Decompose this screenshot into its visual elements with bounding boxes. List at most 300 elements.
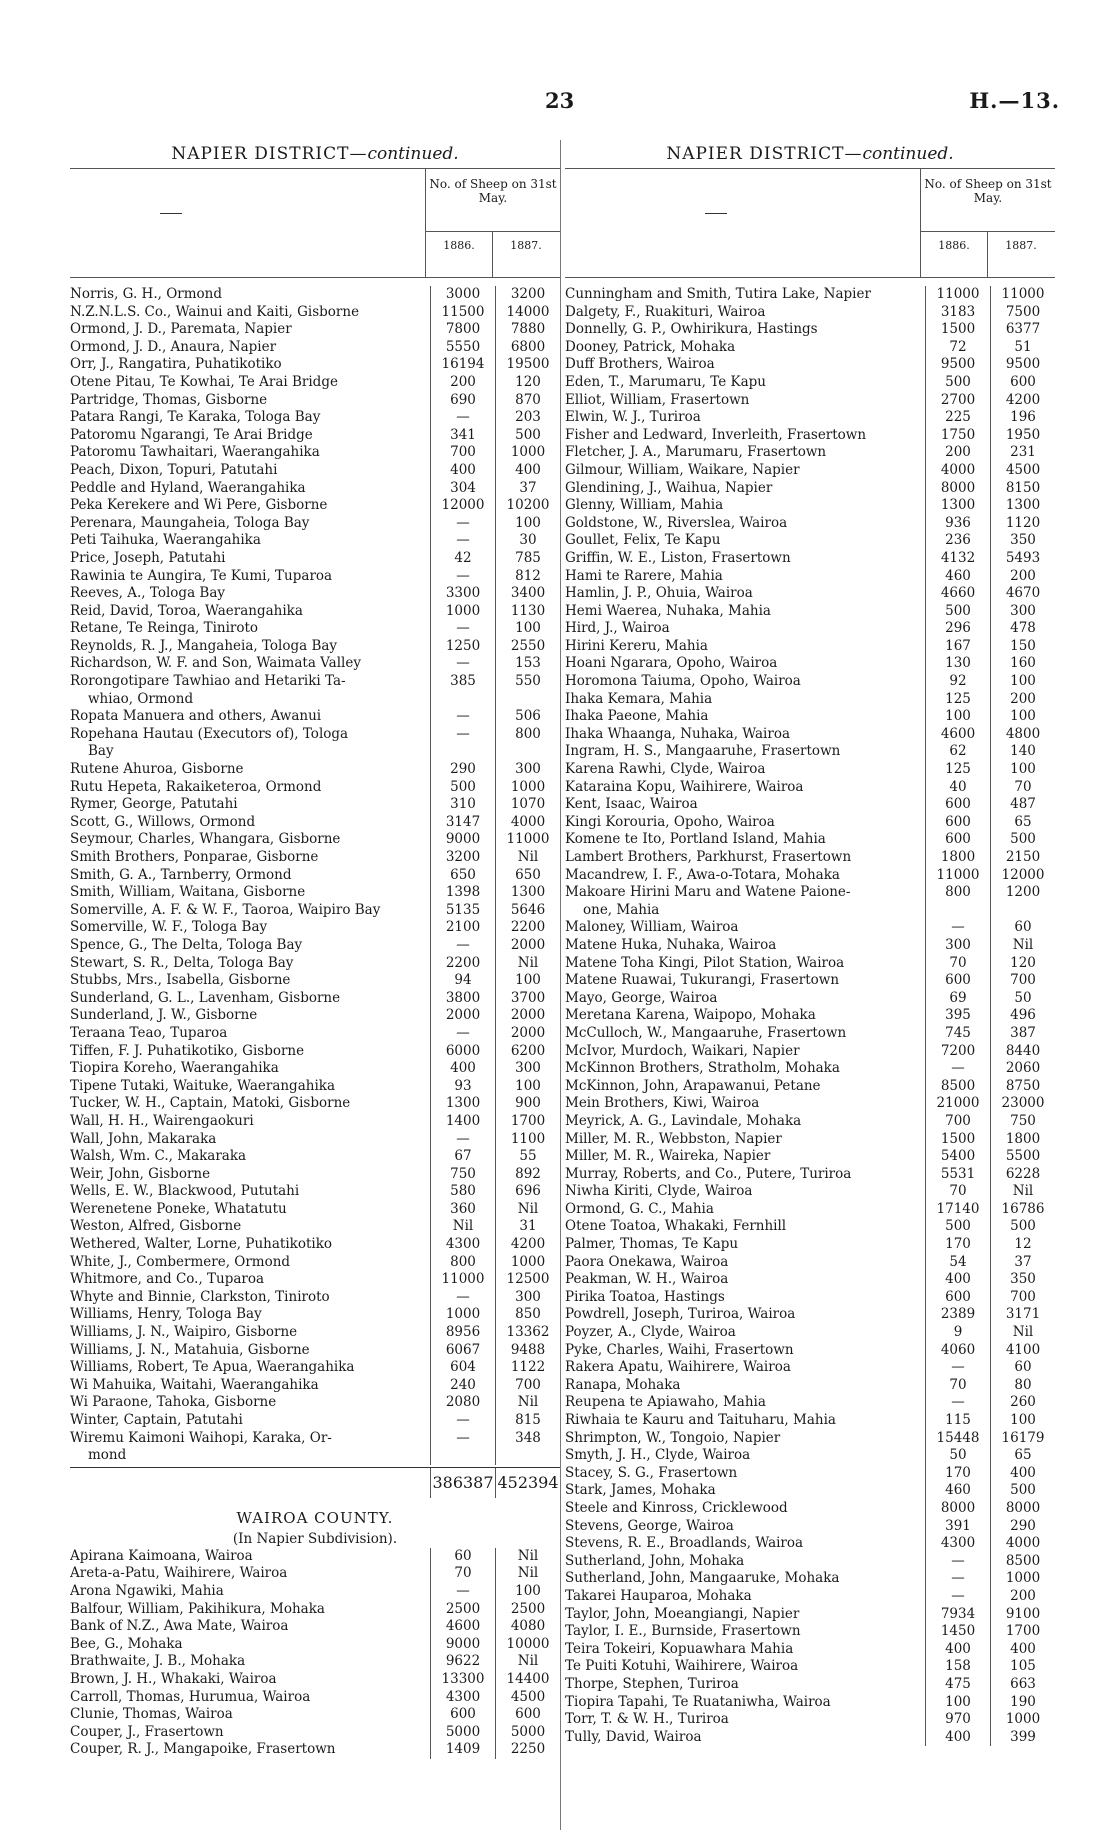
table-row xyxy=(565,444,1055,462)
owner-name: Elwin, W. J., Turiroa xyxy=(565,409,701,426)
sheep-count-1886: 600 xyxy=(925,831,990,849)
sheep-count-1886: 2200 xyxy=(430,955,495,973)
sheep-count-1886: 12000 xyxy=(430,497,495,515)
sheep-count-1886: 460 xyxy=(925,1482,990,1500)
sheep-count-1887: 1122 xyxy=(495,1359,560,1377)
table-row xyxy=(565,1570,1055,1588)
sheep-count-1887: 1000 xyxy=(495,444,560,462)
table-row xyxy=(70,1148,560,1166)
sheep-count-1887: 400 xyxy=(495,462,560,480)
sheep-count-1887: 50 xyxy=(990,990,1055,1008)
owner-name: Karena Rawhi, Clyde, Wairoa xyxy=(565,761,766,778)
sheep-count-1887: 1100 xyxy=(495,1131,560,1149)
sheep-count-1887: 8500 xyxy=(990,1553,1055,1571)
table-row xyxy=(565,1025,1055,1043)
sheep-count-1886: 11500 xyxy=(430,304,495,322)
table-row xyxy=(70,304,560,322)
sheep-count-1887: 696 xyxy=(495,1183,560,1201)
owner-name: Ormond, J. D., Paremata, Napier xyxy=(70,321,292,338)
table-row xyxy=(70,286,560,304)
sheep-count-1887: 6200 xyxy=(495,1043,560,1061)
table-row xyxy=(70,356,560,374)
sheep-count-1886: 11000 xyxy=(925,867,990,885)
sheep-count-1887: 12500 xyxy=(495,1271,560,1289)
owner-name: Stacey, S. G., Frasertown xyxy=(565,1464,738,1481)
owner-name: one, Mahia xyxy=(583,901,660,918)
sheep-count-1887: 200 xyxy=(990,568,1055,586)
table-row xyxy=(565,427,1055,445)
sheep-count-1887: 23000 xyxy=(990,1095,1055,1113)
owner-name: Peach, Dixon, Topuri, Patutahi xyxy=(70,461,278,478)
sheep-count-1886: 100 xyxy=(925,708,990,726)
sheep-count-1886: 7934 xyxy=(925,1606,990,1624)
sheep-count-1887: 6228 xyxy=(990,1166,1055,1184)
section-title-continued: continued. xyxy=(367,144,459,164)
total-1886: 386387 xyxy=(430,1468,495,1498)
table-row xyxy=(565,356,1055,374)
owner-name: Wall, H. H., Wairengaokuri xyxy=(70,1112,254,1129)
table-row xyxy=(565,1641,1055,1659)
table-row xyxy=(70,1324,560,1342)
table-row xyxy=(565,339,1055,357)
owner-name: Smith, William, Waitana, Gisborne xyxy=(70,884,306,901)
table-row-continuation xyxy=(70,743,560,761)
sheep-count-1887: 350 xyxy=(990,532,1055,550)
owner-name: Dooney, Patrick, Mohaka xyxy=(565,338,736,355)
sheep-count-1887: 100 xyxy=(495,1583,560,1601)
owner-name: Wethered, Walter, Lorne, Puhatikotiko xyxy=(70,1236,333,1253)
sheep-count-1887: 55 xyxy=(495,1148,560,1166)
owner-name: Clunie, Thomas, Wairoa xyxy=(70,1706,233,1723)
sheep-count-1887: 1300 xyxy=(495,884,560,902)
table-row xyxy=(70,1236,560,1254)
owner-name: Tiopira Koreho, Waerangahika xyxy=(70,1060,279,1077)
table-row xyxy=(70,620,560,638)
sheep-count-1887: 100 xyxy=(495,515,560,533)
sheep-count-1886: 21000 xyxy=(925,1095,990,1113)
table-row xyxy=(565,1535,1055,1553)
owner-name: Glenny, William, Mahia xyxy=(565,497,724,514)
sheep-count-1886: 4300 xyxy=(925,1535,990,1553)
sheep-count-1887: 80 xyxy=(990,1377,1055,1395)
owner-name: Couper, R. J., Mangapoike, Frasertown xyxy=(70,1741,336,1758)
table-row xyxy=(565,1254,1055,1272)
owner-name: Retane, Te Reinga, Tiniroto xyxy=(70,620,259,637)
owner-name: Reynolds, R. J., Mangaheia, Tologa Bay xyxy=(70,637,338,654)
sheep-count-1886: 2389 xyxy=(925,1306,990,1324)
owner-name: Reupena te Apiawaho, Mahia xyxy=(565,1394,766,1411)
sheep-count-1886: 100 xyxy=(925,1694,990,1712)
table-row xyxy=(70,796,560,814)
owner-name: Miller, M. R., Waireka, Napier xyxy=(565,1148,771,1165)
sheep-count-1887: 31 xyxy=(495,1218,560,1236)
owner-name: Rawinia te Aungira, Te Kumi, Tuparoa xyxy=(70,567,333,584)
sheep-count-1886: 1450 xyxy=(925,1623,990,1641)
sheep-count-1886: 62 xyxy=(925,743,990,761)
owner-name: Glendining, J., Waihua, Napier xyxy=(565,479,773,496)
sheep-count-1887: 496 xyxy=(990,1007,1055,1025)
owner-name: Brathwaite, J. B., Mohaka xyxy=(70,1653,246,1670)
sheep-count-1886: — xyxy=(430,1131,495,1149)
table-row xyxy=(565,761,1055,779)
sheep-count-1886: — xyxy=(925,1553,990,1571)
sheep-count-1886: 745 xyxy=(925,1025,990,1043)
sheep-count-1886: 92 xyxy=(925,673,990,691)
sheep-count-1886: 200 xyxy=(430,374,495,392)
table-row xyxy=(565,708,1055,726)
owner-name: Peka Kerekere and Wi Pere, Gisborne xyxy=(70,497,328,514)
owner-name: Balfour, William, Pakihikura, Mohaka xyxy=(70,1600,325,1617)
owner-name: Ropehana Hautau (Executors of), Tologa xyxy=(70,725,349,742)
owner-name: Price, Joseph, Patutahi xyxy=(70,549,226,566)
table-row xyxy=(565,1183,1055,1201)
owner-name: Goullet, Felix, Te Kapu xyxy=(565,532,721,549)
sheep-count-1887: 500 xyxy=(990,1482,1055,1500)
table-row xyxy=(565,480,1055,498)
sheep-owner-list xyxy=(70,286,560,1465)
sheep-count-1886: — xyxy=(925,1570,990,1588)
sheep-count-1886: 4060 xyxy=(925,1342,990,1360)
owner-name: Makoare Hirini Maru and Watene Paione- xyxy=(565,884,851,901)
owner-name: Wi Mahuika, Waitahi, Waerangahika xyxy=(70,1376,319,1393)
owner-name: Weir, John, Gisborne xyxy=(70,1165,211,1182)
owner-name: Seymour, Charles, Whangara, Gisborne xyxy=(70,831,341,848)
owner-name: McKinnon Brothers, Stratholm, Mohaka xyxy=(565,1060,840,1077)
sheep-count-1887: 9500 xyxy=(990,356,1055,374)
sheep-count-1886: 236 xyxy=(925,532,990,550)
owner-name: Te Puiti Kotuhi, Waihirere, Wairoa xyxy=(565,1658,799,1675)
sheep-count-1887: Nil xyxy=(495,1201,560,1219)
sheep-count-1886: — xyxy=(430,1412,495,1430)
table-row xyxy=(565,1482,1055,1500)
sheep-count-1886: 300 xyxy=(925,937,990,955)
owner-name: Hirini Kereru, Mahia xyxy=(565,637,708,654)
table-row xyxy=(70,955,560,973)
table-row xyxy=(565,1623,1055,1641)
sheep-count-1886: 130 xyxy=(925,655,990,673)
owner-name: Williams, Robert, Te Apua, Waerangahika xyxy=(70,1359,355,1376)
sheep-count-1887: 60 xyxy=(990,1359,1055,1377)
owner-name: Fisher and Ledward, Inverleith, Frasertown xyxy=(565,426,867,443)
owner-name: Couper, J., Frasertown xyxy=(70,1723,224,1740)
sheep-count-1887: 12000 xyxy=(990,867,1055,885)
owner-name: Peddle and Hyland, Waerangahika xyxy=(70,479,306,496)
sheep-count-1887: 9100 xyxy=(990,1606,1055,1624)
sheep-count-1886: 125 xyxy=(925,761,990,779)
owner-name: Williams, J. N., Matahuia, Gisborne xyxy=(70,1341,310,1358)
owner-name: Stewart, S. R., Delta, Tologa Bay xyxy=(70,954,294,971)
sheep-count-1886: 8500 xyxy=(925,1078,990,1096)
owner-name: Somerville, W. F., Tologa Bay xyxy=(70,919,268,936)
owner-name: Kent, Isaac, Wairoa xyxy=(565,796,698,813)
sheep-count-1887: 1200 xyxy=(990,884,1055,902)
table-row xyxy=(70,1359,560,1377)
owner-name: Taylor, I. E., Burnside, Frasertown xyxy=(565,1623,801,1640)
table-row xyxy=(70,1412,560,1430)
sheep-count-1887: 2200 xyxy=(495,919,560,937)
table-row xyxy=(70,1394,560,1412)
owner-name: Patoromu Ngarangi, Te Arai Bridge xyxy=(70,426,313,443)
sheep-count-1887: 785 xyxy=(495,550,560,568)
table-row xyxy=(70,673,560,691)
table-row xyxy=(70,867,560,885)
sheep-count-1887 xyxy=(495,691,560,709)
sheep-count-1887: 700 xyxy=(990,1289,1055,1307)
sheep-count-1886: — xyxy=(430,708,495,726)
sheep-count-1886: 310 xyxy=(430,796,495,814)
table-row xyxy=(565,849,1055,867)
owner-name: Bank of N.Z., Awa Mate, Wairoa xyxy=(70,1618,289,1635)
table-row xyxy=(565,726,1055,744)
table-row xyxy=(565,1342,1055,1360)
owner-name: Palmer, Thomas, Te Kapu xyxy=(565,1236,739,1253)
sheep-count-1887: 160 xyxy=(990,655,1055,673)
table-row xyxy=(565,1606,1055,1624)
sheep-count-1886: — xyxy=(430,532,495,550)
sheep-count-1887: 203 xyxy=(495,409,560,427)
sheep-count-1887: 2550 xyxy=(495,638,560,656)
sheep-count-1886: — xyxy=(430,937,495,955)
table-row xyxy=(70,655,560,673)
table-row xyxy=(70,585,560,603)
table-header xyxy=(565,168,1055,278)
table-row xyxy=(565,1465,1055,1483)
owner-name: Goldstone, W., Riverslea, Wairoa xyxy=(565,514,788,531)
sheep-count-1887: 2150 xyxy=(990,849,1055,867)
owner-name: Carroll, Thomas, Hurumua, Wairoa xyxy=(70,1688,311,1705)
sheep-count-1886: 700 xyxy=(925,1113,990,1131)
sheep-count-1887: 300 xyxy=(990,603,1055,621)
table-row xyxy=(70,550,560,568)
sheep-count-1887: 10000 xyxy=(495,1636,560,1654)
sheep-count-1887: 14400 xyxy=(495,1671,560,1689)
owner-name: Rakera Apatu, Waihirere, Wairoa xyxy=(565,1359,791,1376)
sheep-count-1886: 690 xyxy=(430,392,495,410)
table-row xyxy=(565,1412,1055,1430)
sheep-count-1887: 196 xyxy=(990,409,1055,427)
owner-name: Dalgety, F., Ruakituri, Wairoa xyxy=(565,303,766,320)
sheep-count-1887: 5493 xyxy=(990,550,1055,568)
owner-name: Patoromu Tawhaitari, Waerangahika xyxy=(70,444,320,461)
sheep-count-1886: 400 xyxy=(430,462,495,480)
sheep-count-1886: — xyxy=(925,919,990,937)
sheep-count-1886: 1000 xyxy=(430,1306,495,1324)
owner-name: White, J., Combermere, Ormond xyxy=(70,1253,291,1270)
owner-name: Reeves, A., Tologa Bay xyxy=(70,585,225,602)
sheep-count-1887: 200 xyxy=(990,1588,1055,1606)
owner-name: Meretana Karena, Waipopo, Mohaka xyxy=(565,1007,816,1024)
sheep-count-1887 xyxy=(495,1447,560,1465)
table-row xyxy=(565,796,1055,814)
sheep-count-1887: 100 xyxy=(990,1412,1055,1430)
table-row xyxy=(565,867,1055,885)
table-row xyxy=(565,1113,1055,1131)
table-row xyxy=(70,1724,560,1742)
owner-name: Hami te Rarere, Mahia xyxy=(565,567,723,584)
table-row xyxy=(70,339,560,357)
owner-name: Norris, G. H., Ormond xyxy=(70,286,222,302)
owner-name: N.Z.N.L.S. Co., Wainui and Kaiti, Gisborne xyxy=(70,303,360,320)
table-row xyxy=(565,532,1055,550)
table-row xyxy=(70,1254,560,1272)
owner-name: Scott, G., Willows, Ormond xyxy=(70,813,256,830)
sheep-count-1886: — xyxy=(430,1430,495,1448)
table-row xyxy=(565,1377,1055,1395)
sheep-count-1886: 400 xyxy=(925,1271,990,1289)
sheep-count-1887: 815 xyxy=(495,1412,560,1430)
owner-name: Reid, David, Toroa, Waerangahika xyxy=(70,602,303,619)
owner-name: Powdrell, Joseph, Turiroa, Wairoa xyxy=(565,1306,796,1323)
sheep-count-1886 xyxy=(430,743,495,761)
sheep-count-1887: 100 xyxy=(990,673,1055,691)
owner-name: Ihaka Kemara, Mahia xyxy=(565,690,713,707)
section-title-main: NAPIER DISTRICT— xyxy=(171,144,368,164)
owner-name: Hird, J., Wairoa xyxy=(565,620,670,637)
sheep-count-1887: 3200 xyxy=(495,286,560,304)
table-row xyxy=(565,1201,1055,1219)
wairoa-owner-list xyxy=(70,1548,560,1759)
sheep-count-1886: 391 xyxy=(925,1518,990,1536)
owner-name: Ingram, H. S., Mangaaruhe, Frasertown xyxy=(565,743,841,760)
sheep-count-1886: — xyxy=(925,1060,990,1078)
sheep-count-1886: 500 xyxy=(430,779,495,797)
sheep-count-1887 xyxy=(990,902,1055,920)
sheep-count-1886: 500 xyxy=(925,1218,990,1236)
section-title xyxy=(70,140,560,168)
sheep-count-1886: 500 xyxy=(925,374,990,392)
table-row xyxy=(565,1500,1055,1518)
sheep-count-1887: 65 xyxy=(990,1447,1055,1465)
header-dash xyxy=(705,213,727,214)
owner-name: Sunderland, J. W., Gisborne xyxy=(70,1007,258,1024)
table-row xyxy=(70,321,560,339)
table-row xyxy=(565,321,1055,339)
table-row xyxy=(70,1706,560,1724)
table-row xyxy=(70,444,560,462)
sheep-count-1886: 5000 xyxy=(430,1724,495,1742)
sheep-count-1887: 1800 xyxy=(990,1131,1055,1149)
owner-name: Stevens, George, Wairoa xyxy=(565,1517,734,1534)
sheep-count-1887: 37 xyxy=(495,480,560,498)
table-row xyxy=(565,1043,1055,1061)
table-row xyxy=(70,990,560,1008)
sheep-count-1887: 8000 xyxy=(990,1500,1055,1518)
owner-name: McKinnon, John, Arapawanui, Petane xyxy=(565,1077,821,1094)
sheep-count-1887: 1000 xyxy=(495,1254,560,1272)
sheep-count-1886: 385 xyxy=(430,673,495,691)
sheep-count-1887: 3400 xyxy=(495,585,560,603)
sheep-count-1887: 400 xyxy=(990,1641,1055,1659)
sheep-count-1886: — xyxy=(925,1394,990,1412)
table-row xyxy=(565,620,1055,638)
table-row xyxy=(565,1394,1055,1412)
table-row-continuation xyxy=(70,691,560,709)
table-row xyxy=(70,849,560,867)
table-row xyxy=(565,1676,1055,1694)
sheep-count-1887: 900 xyxy=(495,1095,560,1113)
owner-name: Rymer, George, Patutahi xyxy=(70,796,238,813)
owner-name: Hemi Waerea, Nuhaka, Mahia xyxy=(565,602,771,619)
owner-name: Ihaka Whaanga, Nuhaka, Wairoa xyxy=(565,725,790,742)
sheep-count-1887: 65 xyxy=(990,814,1055,832)
sheep-count-1887: 650 xyxy=(495,867,560,885)
table-row-continuation xyxy=(70,1447,560,1465)
sheep-count-1887: 70 xyxy=(990,779,1055,797)
owner-name: Fletcher, J. A., Marumaru, Frasertown xyxy=(565,444,827,461)
year-1887-label: 1887. xyxy=(510,239,542,252)
sheep-count-1887 xyxy=(495,743,560,761)
sheep-count-1887: 478 xyxy=(990,620,1055,638)
table-row xyxy=(565,814,1055,832)
page-number: 23 xyxy=(545,88,575,113)
owner-name: Hoani Ngarara, Opoho, Wairoa xyxy=(565,655,778,672)
table-row xyxy=(70,532,560,550)
sheep-count-1887: 500 xyxy=(990,831,1055,849)
table-row xyxy=(70,1653,560,1671)
year-1887-label: 1887. xyxy=(1005,239,1037,252)
sheep-count-1886: 400 xyxy=(430,1060,495,1078)
sheep-count-1886: 70 xyxy=(925,955,990,973)
sheep-count-1886: 8956 xyxy=(430,1324,495,1342)
sheep-count-1887: 11000 xyxy=(990,286,1055,304)
owner-name: Werenetene Poneke, Whatatutu xyxy=(70,1200,287,1217)
sheep-count-1887: 3171 xyxy=(990,1306,1055,1324)
sheep-count-1886: 2100 xyxy=(430,919,495,937)
sheep-count-1887: 8440 xyxy=(990,1043,1055,1061)
sheep-count-1886: 2000 xyxy=(430,1007,495,1025)
sheep-count-1887: 100 xyxy=(495,972,560,990)
sheep-count-1886: 7200 xyxy=(925,1043,990,1061)
owner-name: Richardson, W. F. and Son, Waimata Valley xyxy=(70,655,361,672)
page-header xyxy=(0,88,1114,120)
sheep-count-1886: 304 xyxy=(430,480,495,498)
section-title-continued: continued. xyxy=(862,144,954,164)
sheep-count-1887: 153 xyxy=(495,655,560,673)
table-row xyxy=(70,1377,560,1395)
sheep-count-1887: 1120 xyxy=(990,515,1055,533)
sheep-count-1886: — xyxy=(430,655,495,673)
table-row-continuation xyxy=(565,902,1055,920)
column-group-label: No. of Sheep on 31st May. xyxy=(429,177,557,205)
table-row xyxy=(70,779,560,797)
header-rule xyxy=(492,231,493,277)
sheep-count-1886: 4300 xyxy=(430,1689,495,1707)
owner-name: whiao, Ormond xyxy=(88,690,194,707)
owner-name: Otene Pitau, Te Kowhai, Te Arai Bridge xyxy=(70,373,338,390)
table-row xyxy=(565,1289,1055,1307)
sheep-count-1886: 70 xyxy=(925,1183,990,1201)
sheep-count-1887: 14000 xyxy=(495,304,560,322)
table-row xyxy=(565,1236,1055,1254)
sheep-count-1886: 167 xyxy=(925,638,990,656)
owner-name: Tully, David, Wairoa xyxy=(565,1728,702,1745)
owner-name: Elliot, William, Frasertown xyxy=(565,391,750,408)
sheep-count-1887: 9488 xyxy=(495,1342,560,1360)
table-row xyxy=(70,1689,560,1707)
owner-name: Mein Brothers, Kiwi, Wairoa xyxy=(565,1095,760,1112)
table-row xyxy=(565,919,1055,937)
owner-name: mond xyxy=(88,1447,127,1464)
table-row xyxy=(565,1148,1055,1166)
sheep-count-1887: 1700 xyxy=(495,1113,560,1131)
header-rule xyxy=(987,231,988,277)
sheep-count-1886: 1250 xyxy=(430,638,495,656)
table-row xyxy=(70,409,560,427)
sheep-count-1886: 800 xyxy=(925,884,990,902)
owner-name: Matene Huka, Nuhaka, Wairoa xyxy=(565,936,777,953)
owner-name: Steele and Kinross, Cricklewood xyxy=(565,1499,788,1516)
sheep-count-1886: 2080 xyxy=(430,1394,495,1412)
